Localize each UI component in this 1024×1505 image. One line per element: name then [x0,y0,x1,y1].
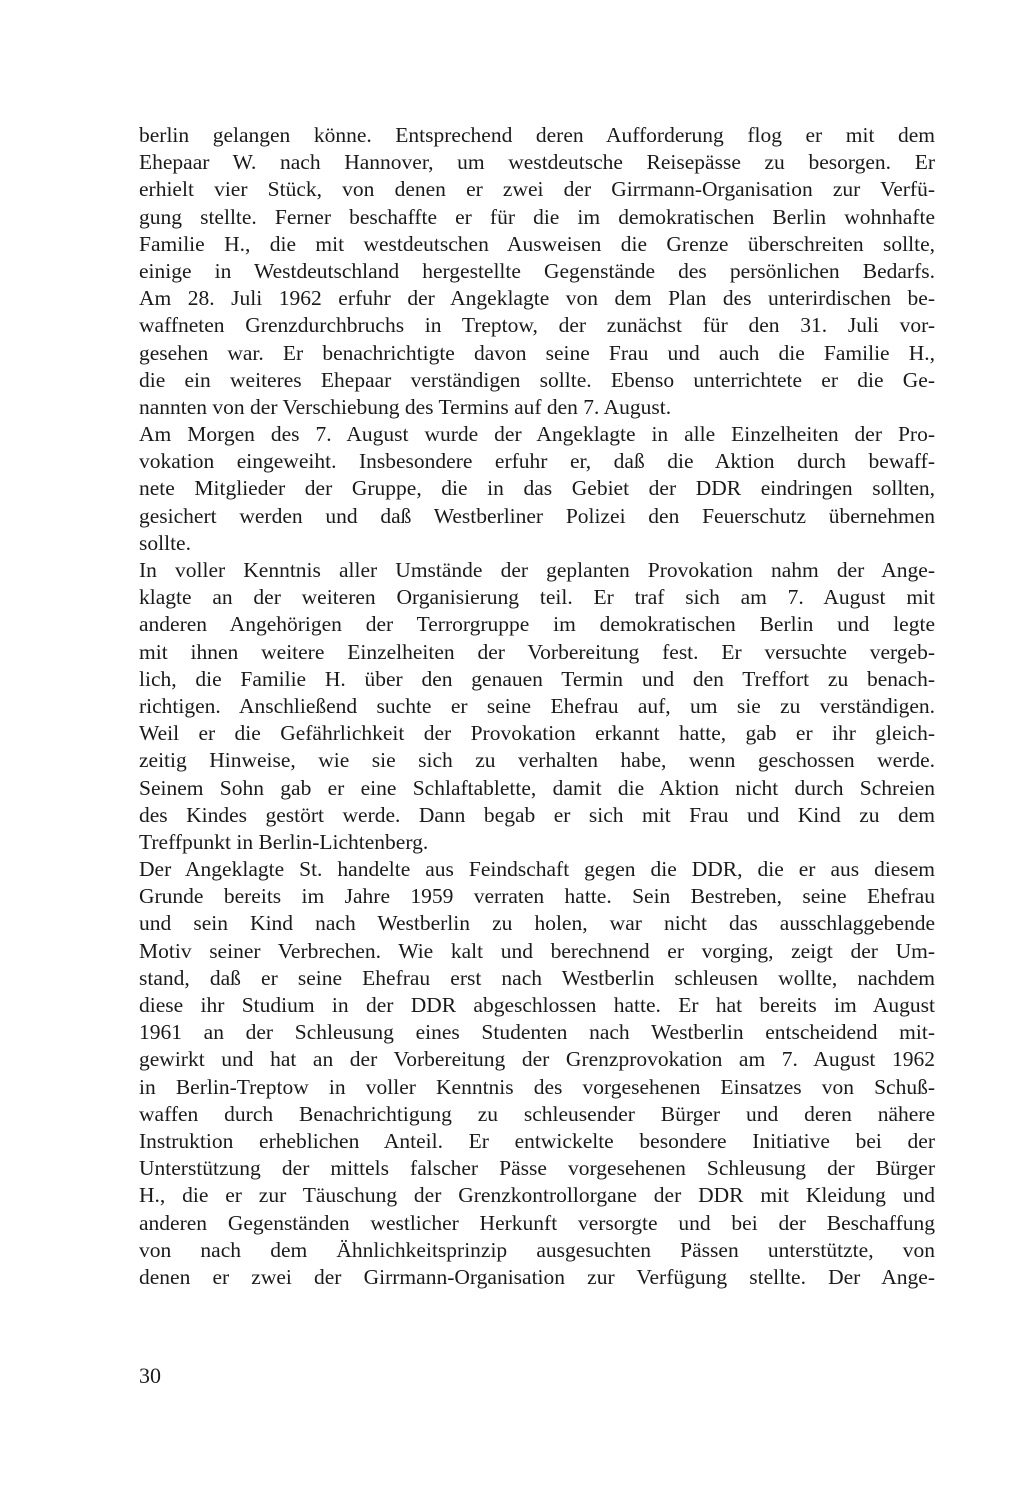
text-line: denen er zwei der Girrmann-Organisation zur Verfügung stellte. Der Ange- [139,1264,935,1289]
text-line: H., die er zur Täuschung der Grenzkontrollorgane der DDR mit Kleidung und [139,1183,935,1208]
text-line: Grunde bereits im Jahre 1959 verraten hatte. Sein Bestreben, seine Ehefrau [139,884,935,909]
text-line: die ein weiteres Ehepaar verständigen sollte. Ebenso unterrichtete er die Ge- [139,367,935,392]
text-line: anderen Gegenständen westlicher Herkunft versorgte und bei der Beschaffung [139,1210,935,1235]
body-text [139,122,935,1291]
text-line: vokation eingeweiht. Insbesondere erfuhr er, daß die Aktion durch bewaff- [139,449,935,474]
text-line: stand, daß er seine Ehefrau erst nach Westberlin schleusen wollte, nachdem [139,965,935,990]
text-line: Ehepaar W. nach Hannover, um westdeutsche Reisepässe zu besorgen. Er [139,150,935,175]
text-line: nete Mitglieder der Gruppe, die in das Gebiet der DDR eindringen sollten, [139,476,935,501]
text-line: In voller Kenntnis aller Umstände der geplanten Provokation nahm der Ange- [139,558,935,582]
text-line: Am Morgen des 7. August wurde der Angeklagte in alle Einzelheiten der Pro- [139,422,935,447]
text-line: waffneten Grenzdurchbruchs in Treptow, der zunächst für den 31. Juli vor- [139,313,935,338]
text-line: einige in Westdeutschland hergestellte Gegenstände des persönlichen Bedarfs. [139,258,935,283]
text-line: Am 28. Juli 1962 erfuhr der Angeklagte von dem Plan des unterirdischen be- [139,286,935,311]
text-line: gung stellte. Ferner beschaffte er für die im demokratischen Berlin wohnhafte [139,204,935,229]
text-line: lich, die Familie H. über den genauen Termin und den Treffort zu benach- [139,666,935,691]
page-number: 30 [139,1363,161,1388]
text-line: Familie H., die mit westdeutschen Ausweisen die Grenze überschreiten sollte, [139,231,935,256]
text-line: nannten von der Verschiebung des Termins auf den 7. August. [139,394,672,419]
text-line: richtigen. Anschließend suchte er seine Ehefrau auf, um sie zu verständigen. [139,693,935,718]
text-line: gewirkt und hat an der Vorbereitung der Grenzprovokation am 7. August 1962 [139,1047,935,1072]
text-line: Unterstützung der mittels falscher Pässe vorgesehenen Schleusung der Bürger [139,1156,935,1181]
text-line: von nach dem Ähnlichkeitsprinzip ausgesuchten Pässen unterstützte, von [139,1237,935,1262]
text-line: mit ihnen weitere Einzelheiten der Vorbereitung fest. Er versuchte vergeb- [139,639,935,664]
text-line: diese ihr Studium in der DDR abgeschlossen hatte. Er hat bereits im August [139,993,935,1017]
text-line: klagte an der weiteren Organisierung teil. Er traf sich am 7. August mit [139,585,935,610]
text-line: Weil er die Gefährlichkeit der Provokation erkannt hatte, gab er ihr gleich- [139,721,935,746]
text-line: gesichert werden und daß Westberliner Polizei den Feuerschutz übernehmen [139,503,935,528]
text-line: in Berlin-Treptow in voller Kenntnis des vorgesehenen Einsatzes von Schuß- [139,1074,935,1099]
text-line: und sein Kind nach Westberlin zu holen, war nicht das ausschlaggebende [139,911,935,936]
text-line: anderen Angehörigen der Terrorgruppe im demokratischen Berlin und legte [139,612,935,637]
text-line: Instruktion erheblichen Anteil. Er entwickelte besondere Initiative bei der [139,1128,935,1153]
text-line: Motiv seiner Verbrechen. Wie kalt und berechnend er vorging, zeigt der Um- [139,938,935,963]
text-line: 1961 an der Schleusung eines Studenten nach Westberlin entscheidend mit- [139,1020,935,1045]
text-line: gesehen war. Er benachrichtigte davon seine Frau und auch die Familie H., [139,340,935,365]
text-line: Seinem Sohn gab er eine Schlaftablette, damit die Aktion nicht durch Schreien [139,775,935,800]
text-line: Treffpunkt in Berlin-Lichtenberg. [139,829,429,854]
text-line: Der Angeklagte St. handelte aus Feindschaft gegen die DDR, die er aus diesem [139,857,935,882]
text-line: des Kindes gestört werde. Dann begab er sich mit Frau und Kind zu dem [139,802,935,827]
text-line: sollte. [139,530,191,555]
text-line: zeitig Hinweise, wie sie sich zu verhalten habe, wenn geschossen werde. [139,748,935,773]
text-line: berlin gelangen könne. Entsprechend deren Aufforderung flog er mit dem [139,123,935,147]
text-line: waffen durch Benachrichtigung zu schleusender Bürger und deren nähere [139,1101,935,1126]
text-line: erhielt vier Stück, von denen er zwei der Girrmann-Organisation zur Verfü- [139,177,935,202]
